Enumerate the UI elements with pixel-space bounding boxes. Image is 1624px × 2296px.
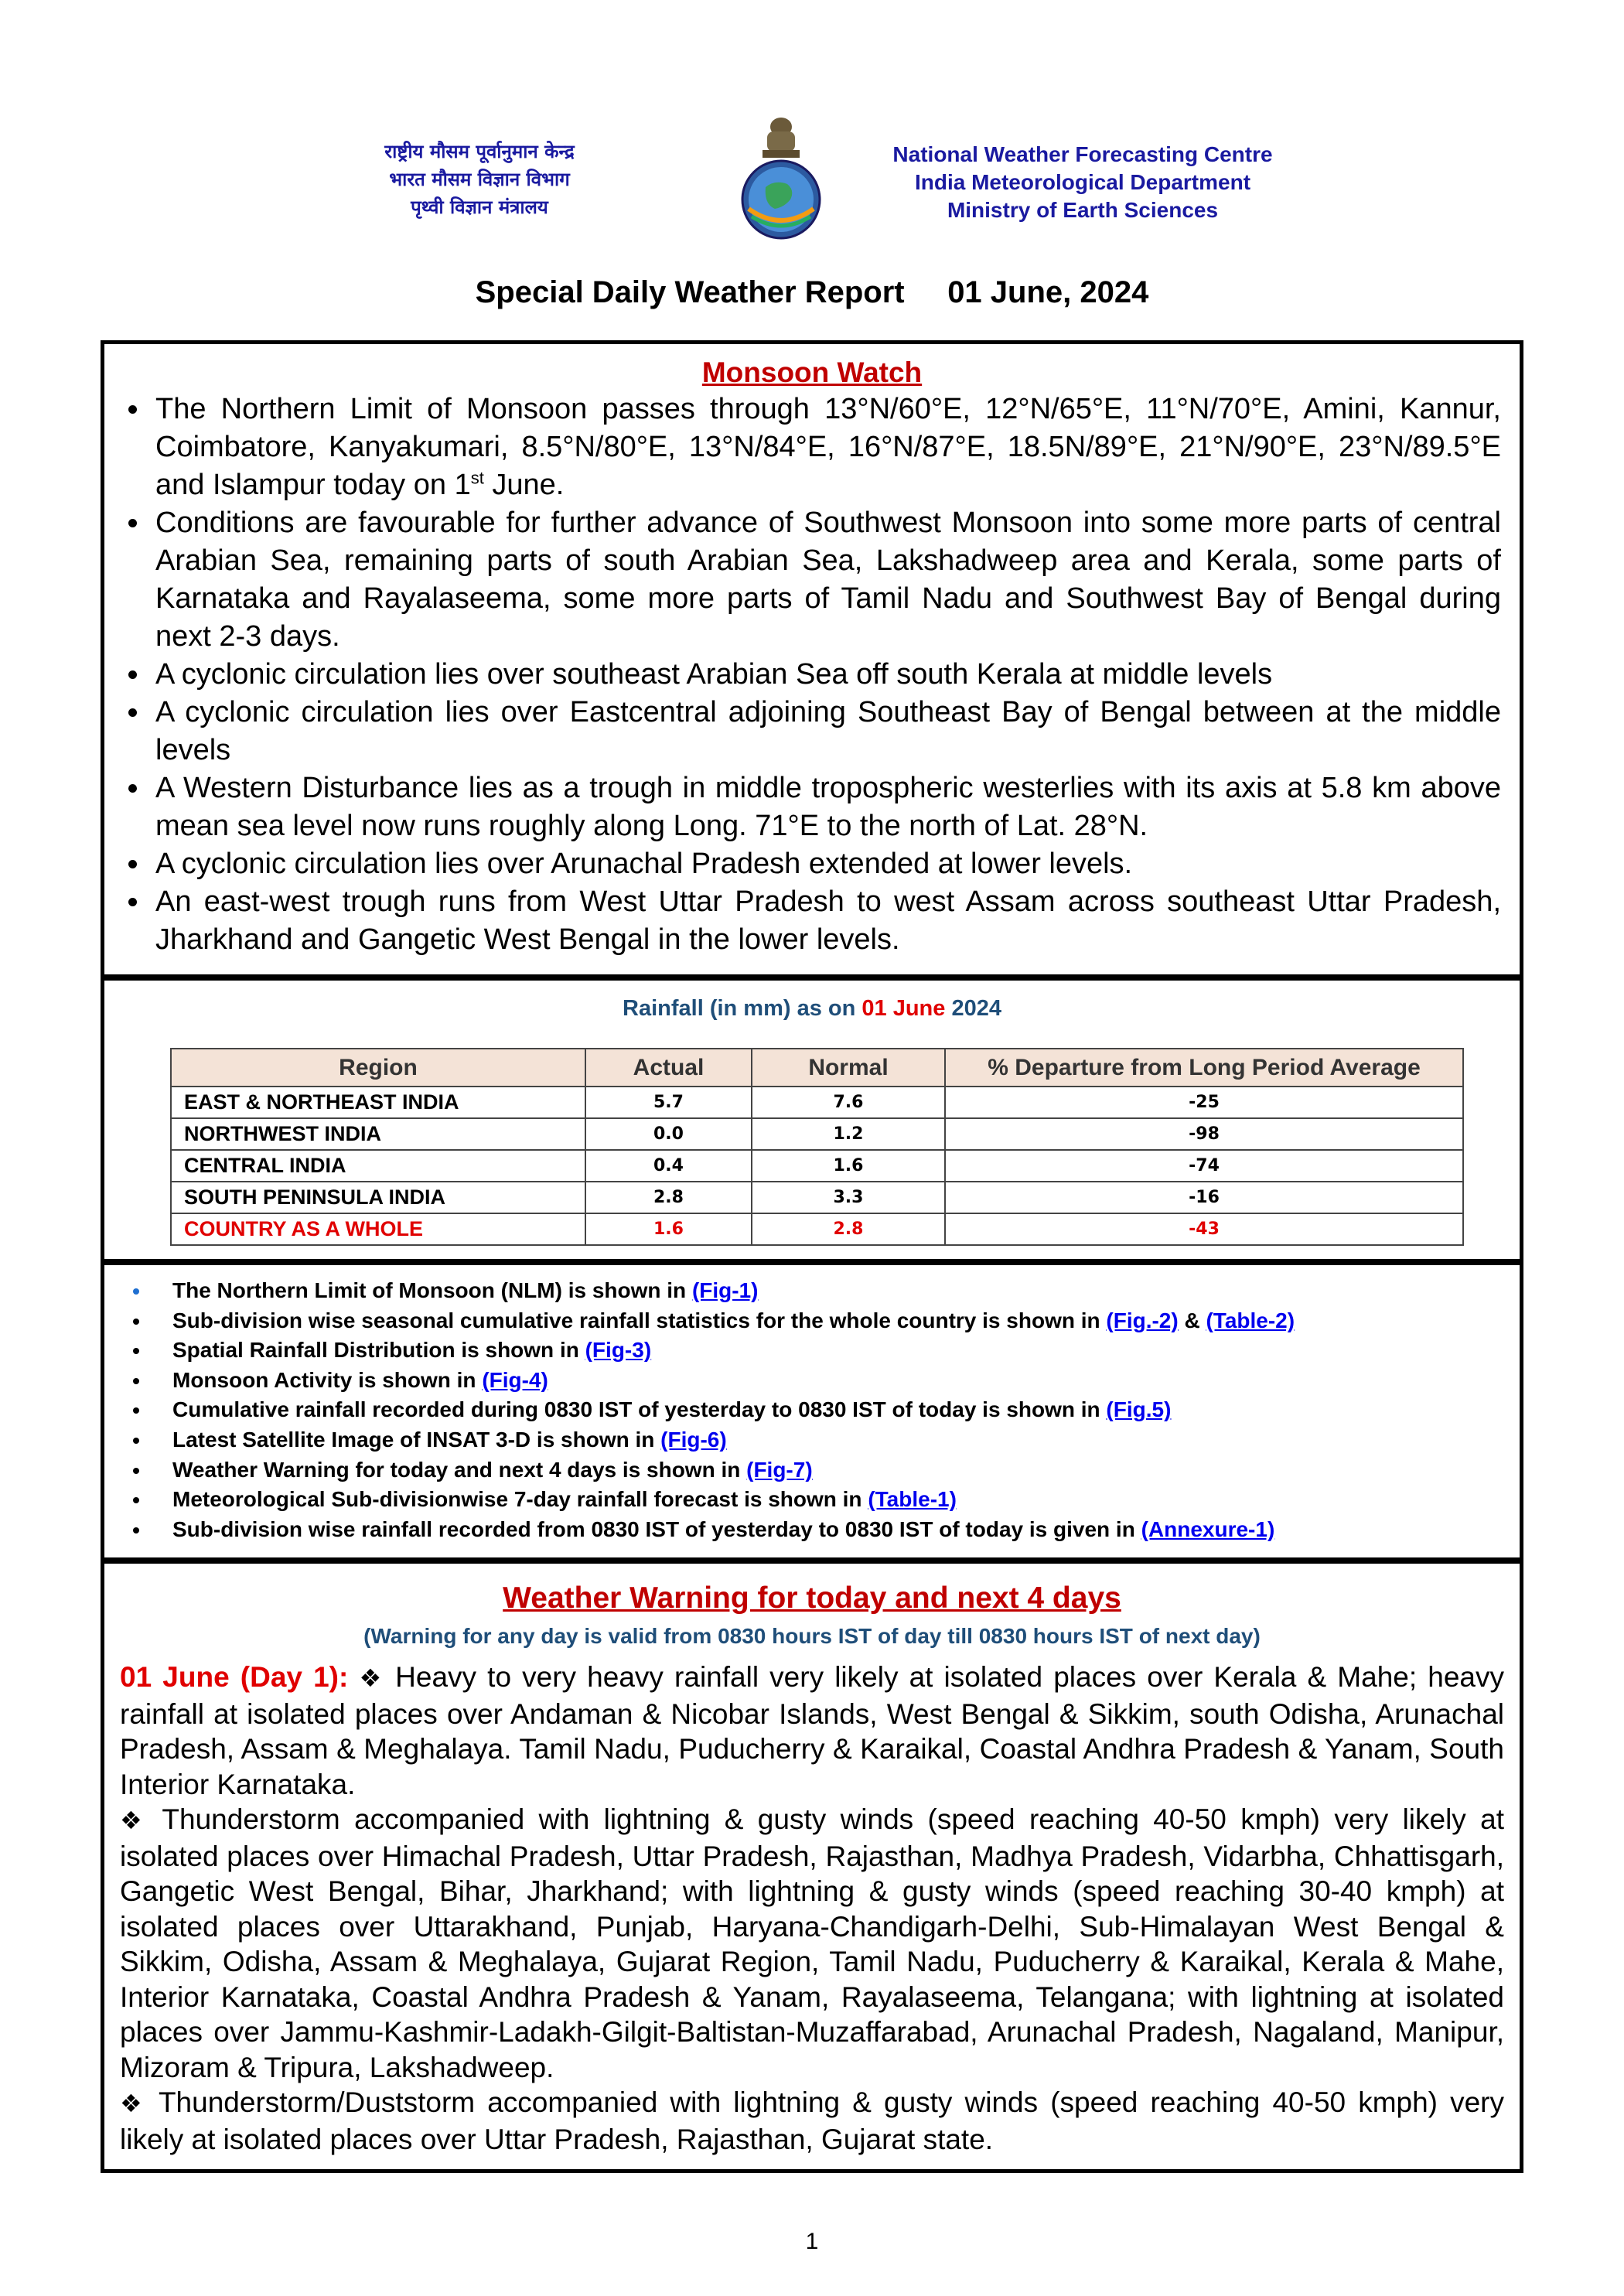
link-fig-1[interactable]: (Fig-1) xyxy=(691,1278,759,1302)
monsoon-bullet-1 xyxy=(151,391,1501,504)
header-hindi xyxy=(309,138,650,221)
link-fig-4[interactable]: (Fig-4) xyxy=(482,1367,548,1392)
weather-warning-subtitle: (Warning for any day is valid from 0830 hours IST of day till 0830 hours IST of next day) xyxy=(363,1624,1261,1648)
warning-paragraph-1 xyxy=(120,1660,1504,1802)
warning-day-label: 01 June (Day 1): xyxy=(120,1661,349,1693)
cell-departure: -43 xyxy=(945,1213,1463,1245)
link-label: Sub-division wise seasonal cumulative rainfall statistics for the whole country is shown in xyxy=(172,1308,1107,1332)
cell-actual: 0.0 xyxy=(585,1118,752,1150)
link-fig-2[interactable]: (Fig.-2) xyxy=(1106,1308,1179,1332)
weather-warning-section xyxy=(101,1560,1523,2173)
report-title xyxy=(0,275,1624,310)
rainfall-title-pre: Rainfall (in mm) as on xyxy=(623,996,862,1021)
col-header-departure: % Departure from Long Period Average xyxy=(945,1049,1463,1087)
rainfall-title-date: 01 June xyxy=(861,996,946,1021)
diamond-bullet-icon: ❖ xyxy=(120,2089,147,2118)
link-label: Cumulative rainfall recorded during 0830 IST of yesterday to 0830 IST of today is shown in xyxy=(172,1397,1107,1422)
monsoon-watch-list xyxy=(104,391,1520,959)
cell-actual: 5.7 xyxy=(585,1087,752,1118)
col-header-actual: Actual xyxy=(585,1049,752,1087)
cell-departure: -25 xyxy=(945,1087,1463,1118)
weather-warning-body xyxy=(120,1660,1504,2157)
cell-actual: 1.6 xyxy=(585,1213,752,1245)
imd-emblem-icon xyxy=(735,116,827,247)
monsoon-watch-title: Monsoon Watch xyxy=(701,357,923,388)
figure-links-section xyxy=(101,1261,1523,1561)
list-item xyxy=(151,1425,1520,1455)
cell-region: SOUTH PENINSULA INDIA xyxy=(171,1182,585,1213)
monsoon-bullet-2: • Conditions are favourable for further advance of Southwest Monsoon into some more parts of central Arabian Sea, remaining parts of south Arabian Sea, Lakshadweep area and Kerala, some parts of Karnataka and Rayalaseema, some more parts of Tamil Nadu and Southwest Bay of Bengal during next 2-3 days. xyxy=(151,504,1501,656)
cell-normal: 1.6 xyxy=(752,1150,945,1182)
list-item xyxy=(151,1276,1520,1306)
warning-text-3: Thunderstorm/Duststorm accompanied with lightning & gusty winds (speed reaching 40-50 kmph) very likely at isolated places over Uttar Pradesh, Rajasthan, Gujarat state. xyxy=(120,2086,1505,2155)
report-title-text: Special Daily Weather Report xyxy=(475,275,905,309)
link-fig-7[interactable]: (Fig-7) xyxy=(746,1457,813,1482)
col-header-normal: Normal xyxy=(752,1049,945,1087)
warning-paragraph-3 xyxy=(120,2085,1504,2157)
report-date: 01 June, 2024 xyxy=(947,275,1149,309)
link-label: Latest Satellite Image of INSAT 3-D is shown in xyxy=(172,1427,661,1452)
header-english xyxy=(843,141,1322,224)
header-english-line-1: National Weather Forecasting Centre xyxy=(892,142,1273,166)
cell-departure: -98 xyxy=(945,1118,1463,1150)
table-row-total xyxy=(171,1213,1463,1245)
link-table-2[interactable]: (Table-2) xyxy=(1206,1308,1295,1332)
figure-links-list xyxy=(104,1276,1520,1544)
warning-text-1: Heavy to very heavy rainfall very likely at isolated places over Kerala & Mahe; heavy rainfall at isolated places over Andaman & Nicobar Islands, West Bengal & Sikkim, south Odisha, Arunachal Pradesh, Assam & Meghalaya. Tamil Nadu, Puducherry & Karaikal, Coastal Andhra Pradesh & Yanam, South Interior Karnataka. xyxy=(120,1661,1505,1800)
page-number: 1 xyxy=(805,2229,819,2254)
monsoon-bullet-6: • A cyclonic circulation lies over Arunachal Pradesh extended at lower levels. xyxy=(151,845,1501,883)
warning-text-2: Thunderstorm accompanied with lightning & gusty winds (speed reaching 40-50 kmph) very likely at isolated places over Himachal Pradesh, Uttar Pradesh, Rajasthan, Madhya Pradesh, Vidarbha, Chhattisgarh, Gangetic West Bengal, Bihar, Jharkhand; with lightning & gusty winds (speed reaching 30-40 kmph) at isolated places over Uttarakhand, Punjab, Haryana-Chandigarh-Delhi, Sub-Himalayan West Bengal & Sikkim, Odisha, Assam & Meghalaya, Gujarat Region, Tamil Nadu, Puducherry & Karaikal, Kerala & Mahe, Interior Karnataka, Coastal Andhra Pradesh & Yanam, Rayalaseema, Telangana; with lightning at isolated places over Jammu-Kashmir-Ladakh-Gilgit-Baltistan-Muzaffarabad, Arunachal Pradesh, Nagaland, Manipur, Mizoram & Tripura, Lakshadweep. xyxy=(120,1803,1504,2083)
cell-region: CENTRAL INDIA xyxy=(171,1150,585,1182)
list-item xyxy=(151,1515,1520,1545)
rainfall-title xyxy=(104,996,1520,1022)
cell-region: EAST & NORTHEAST INDIA xyxy=(171,1087,585,1118)
cell-actual: 2.8 xyxy=(585,1182,752,1213)
link-table-1[interactable]: (Table-1) xyxy=(868,1487,957,1512)
rainfall-section xyxy=(101,977,1523,1263)
link-label: The Northern Limit of Monsoon (NLM) is shown in xyxy=(172,1278,692,1302)
cell-normal: 7.6 xyxy=(752,1087,945,1118)
list-item xyxy=(151,1366,1520,1396)
header-hindi-line-1: राष्ट्रीय मौसम पूर्वानुमान केन्द्र xyxy=(384,141,575,162)
monsoon-bullet-1-tail: June. xyxy=(483,469,565,501)
list-item xyxy=(151,1395,1520,1425)
cell-departure: -74 xyxy=(945,1150,1463,1182)
list-item xyxy=(151,1485,1520,1515)
monsoon-bullet-5: • A Western Disturbance lies as a trough in middle tropospheric westerlies with its axis at 5.8 km above mean sea level now runs roughly along Long. 71°E to the north of Lat. 28°N. xyxy=(151,769,1501,845)
link-label: Meteorological Sub-divisionwise 7-day rainfall forecast is shown in xyxy=(172,1487,868,1512)
list-item xyxy=(151,1455,1520,1486)
link-label: Weather Warning for today and next 4 days is shown in xyxy=(172,1457,747,1482)
monsoon-bullet-3: • A cyclonic circulation lies over southeast Arabian Sea off south Kerala at middle levels xyxy=(151,656,1501,694)
cell-normal: 3.3 xyxy=(752,1182,945,1213)
list-item xyxy=(151,1306,1520,1336)
diamond-bullet-icon: ❖ xyxy=(359,1663,385,1693)
cell-normal: 1.2 xyxy=(752,1118,945,1150)
table-row xyxy=(171,1150,1463,1182)
link-ampersand: & xyxy=(1178,1308,1206,1332)
monsoon-bullet-1-sup: st xyxy=(470,468,484,488)
header-hindi-line-3: पृथ्वी विज्ञान मंत्रालय xyxy=(411,196,548,218)
link-fig-5[interactable]: (Fig.5) xyxy=(1106,1397,1172,1422)
link-fig-3[interactable]: (Fig-3) xyxy=(585,1338,652,1363)
cell-region: COUNTRY AS A WHOLE xyxy=(171,1213,585,1245)
rainfall-header-row xyxy=(171,1049,1463,1087)
link-label: Sub-division wise rainfall recorded from 0830 IST of yesterday to 0830 IST of today is given in xyxy=(172,1516,1141,1541)
link-label: Monsoon Activity is shown in xyxy=(172,1367,483,1392)
col-header-region: Region xyxy=(171,1049,585,1087)
diamond-bullet-icon: ❖ xyxy=(120,1806,148,1835)
table-row xyxy=(171,1182,1463,1213)
warning-paragraph-2 xyxy=(120,1802,1504,2085)
header-english-line-2: India Meteorological Department xyxy=(914,170,1251,194)
monsoon-bullet-1-text: The Northern Limit of Monsoon passes through 13°N/60°E, 12°N/65°E, 11°N/70°E, Amini, Kannur, Coimbatore, Kanyakumari, 8.5°N/80°E, 13°N/84°E, 16°N/87°E, 18.5N/89°E, 21°N/90°E, 23°N/89.5°E and Islampur today on 1 xyxy=(155,393,1501,501)
header-hindi-line-2: भारत मौसम विज्ञान विभाग xyxy=(389,169,570,190)
rainfall-title-year: 2024 xyxy=(945,996,1001,1021)
rainfall-table xyxy=(170,1048,1464,1246)
header-english-line-3: Ministry of Earth Sciences xyxy=(947,198,1219,222)
weather-warning-title: Weather Warning for today and next 4 days xyxy=(503,1581,1121,1615)
table-row xyxy=(171,1087,1463,1118)
table-row xyxy=(171,1118,1463,1150)
link-fig-6[interactable]: (Fig-6) xyxy=(660,1427,727,1452)
cell-actual: 0.4 xyxy=(585,1150,752,1182)
monsoon-watch-section xyxy=(101,340,1523,978)
cell-region: NORTHWEST INDIA xyxy=(171,1118,585,1150)
list-item xyxy=(151,1336,1520,1366)
monsoon-bullet-7: • An east-west trough runs from West Uttar Pradesh to west Assam across southeast Uttar Pradesh, Jharkhand and Gangetic West Bengal in the lower levels. xyxy=(151,883,1501,959)
link-label: Spatial Rainfall Distribution is shown in xyxy=(172,1338,585,1363)
monsoon-bullet-4: • A cyclonic circulation lies over Eastcentral adjoining Southeast Bay of Bengal between at the middle levels xyxy=(151,694,1501,769)
link-annexure-1[interactable]: (Annexure-1) xyxy=(1141,1516,1275,1541)
cell-departure: -16 xyxy=(945,1182,1463,1213)
cell-normal: 2.8 xyxy=(752,1213,945,1245)
